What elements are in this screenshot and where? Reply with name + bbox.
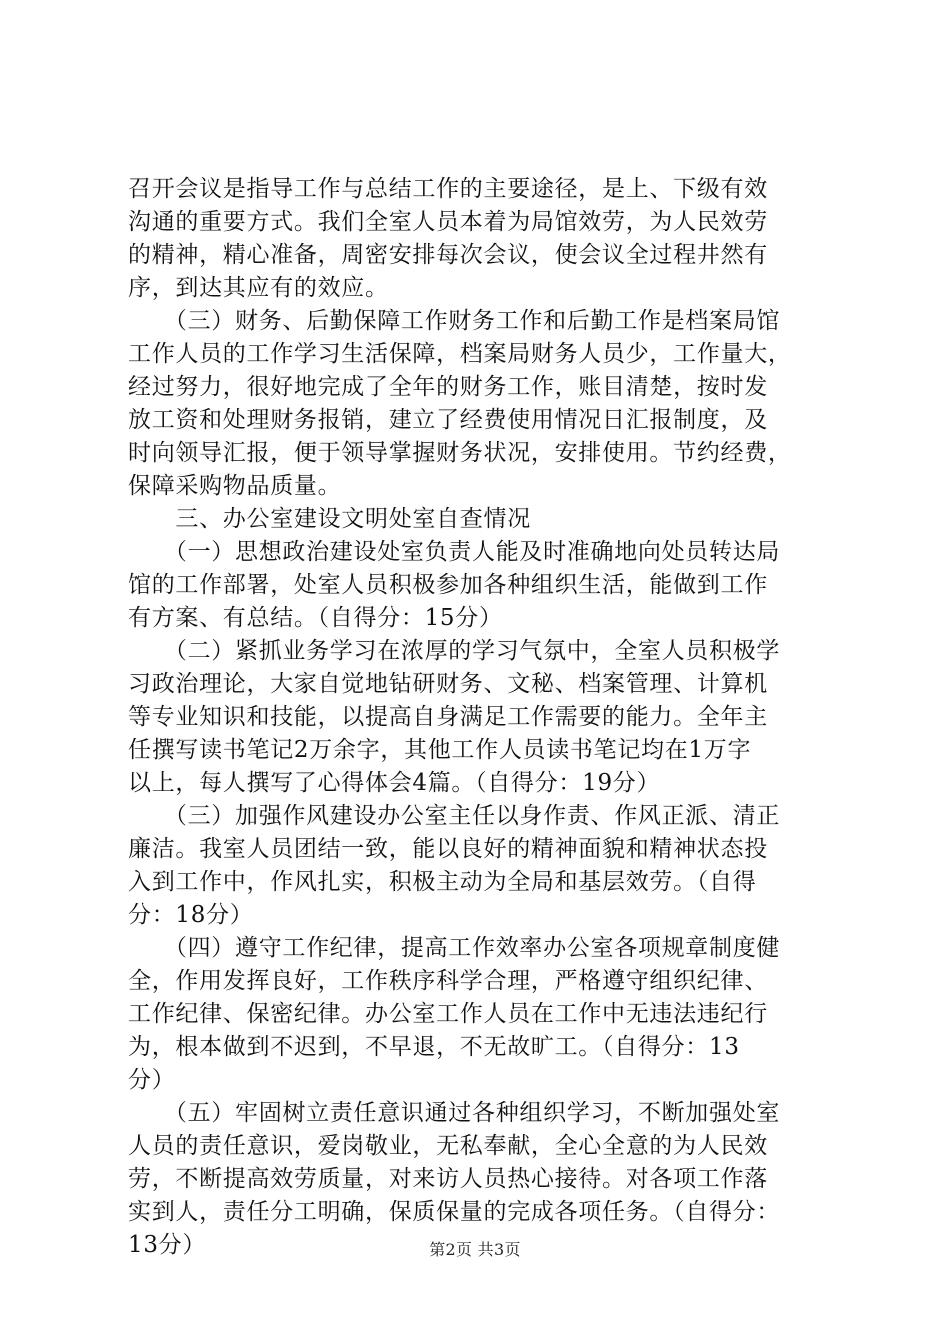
page-number-label: 第2页 共3页 [429, 1240, 521, 1259]
text-line: 以上，每人撰写了心得体会4篇。（自得分：19分） [128, 770, 661, 796]
text-line: （四）遵守工作纪律，提高工作效率办公室各项规章制度健 [128, 935, 781, 961]
text-line: 沟通的重要方式。我们全室人员本着为局馆效劳，为人民效劳 [128, 209, 768, 235]
text-line: 分） [128, 1067, 176, 1093]
text-line: 经过努力，很好地完成了全年的财务工作，账目清楚，按时发 [128, 374, 768, 400]
text-line: 有方案、有总结。（自得分：15分） [128, 605, 503, 631]
text-line: 保障采购物品质量。 [128, 473, 342, 499]
text-line: 劳，不断提高效劳质量，对来访人员热心接待。对各项工作落 [128, 1166, 768, 1192]
text-line: （三）财务、后勤保障工作财务工作和后勤工作是档案局馆 [128, 308, 781, 334]
text-line: 13分） [128, 1232, 207, 1258]
text-line: （二）紧抓业务学习在浓厚的学习气氛中，全室人员积极学 [128, 638, 781, 664]
text-line: 序，到达其应有的效应。 [128, 275, 389, 301]
text-line: 全，作用发挥良好，工作秩序科学合理，严格遵守组织纪律、 [128, 968, 768, 994]
text-line: （三）加强作风建设办公室主任以身作责、作风正派、清正 [128, 803, 781, 829]
text-line: 任撰写读书笔记2万余字，其他工作人员读书笔记均在1万字 [128, 737, 752, 763]
text-line: 放工资和处理财务报销，建立了经费使用情况日汇报制度，及 [128, 407, 768, 433]
text-line: 人员的责任意识，爱岗敬业，无私奉献，全心全意的为人民效 [128, 1133, 768, 1159]
text-line: 工作人员的工作学习生活保障，档案局财务人员少，工作量大， [128, 341, 792, 367]
text-line: 馆的工作部署，处室人员积极参加各种组织生活，能做到工作 [128, 572, 768, 598]
text-line: 分：18分） [128, 902, 254, 928]
text-line: 时向领导汇报，便于领导掌握财务状况，安排使用。节约经费， [128, 440, 792, 466]
text-line: 等专业知识和技能，以提高自身满足工作需要的能力。全年主 [128, 704, 768, 730]
text-line: （五）牢固树立责任意识通过各种组织学习，不断加强处室 [128, 1100, 781, 1126]
text-line: 的精神，精心准备，周密安排每次会议，使会议全过程井然有 [128, 242, 768, 268]
text-line: 为，根本做到不迟到，不早退，不无故旷工。（自得分：13 [128, 1034, 740, 1060]
page-footer [0, 1240, 950, 1260]
text-line: （一）思想政治建设处室负责人能及时准确地向处员转达局 [128, 539, 781, 565]
body-text [128, 173, 834, 1262]
text-line: 入到工作中，作风扎实，积极主动为全局和基层效劳。（自得 [128, 869, 757, 895]
text-line: 习政治理论，大家自觉地钻研财务、文秘、档案管理、计算机 [128, 671, 768, 697]
text-line: 召开会议是指导工作与总结工作的主要途径，是上、下级有效 [128, 176, 768, 202]
text-line: 廉洁。我室人员团结一致，能以良好的精神面貌和精神状态投 [128, 836, 768, 862]
text-line: 实到人，责任分工明确，保质保量的完成各项任务。（自得分： [128, 1199, 781, 1225]
text-line: 工作纪律、保密纪律。办公室工作人员在工作中无违法违纪行 [128, 1001, 768, 1027]
section-heading: 三、办公室建设文明处室自查情况 [128, 506, 531, 532]
